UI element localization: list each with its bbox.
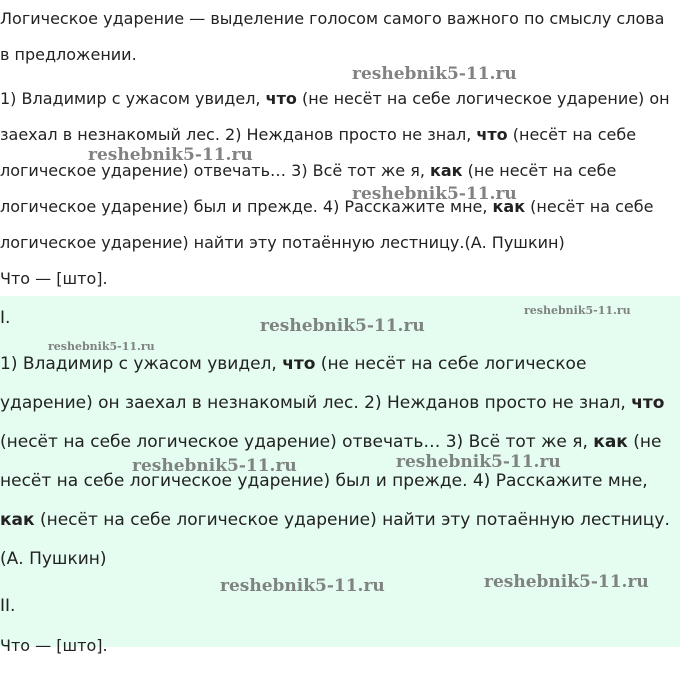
text-line — [0, 431, 661, 453]
watermark: reshebnik5-11.ru — [352, 184, 517, 204]
text-line — [0, 233, 565, 253]
text-line — [0, 392, 664, 414]
text-line — [0, 509, 670, 531]
bold-word: что — [282, 354, 316, 374]
text-segment: логическое ударение) найти эту потаённую лестницу.(А. Пушкин) — [0, 233, 565, 252]
watermark: reshebnik5-11.ru — [132, 456, 297, 476]
bold-word: что — [476, 125, 508, 144]
text-segment: I. — [0, 308, 11, 328]
watermark: reshebnik5-11.ru — [524, 304, 631, 317]
bold-word: как — [492, 197, 526, 216]
text-line — [0, 470, 648, 492]
text-segment: (не несёт на себе логическое — [315, 354, 587, 374]
text-segment: ударение) он заехал в незнакомый лес. 2) Нежданов просто не знал, — [0, 393, 632, 413]
text-segment: 1) Владимир с ужасом увидел, — [0, 89, 266, 108]
text-line — [0, 269, 108, 289]
text-line — [0, 9, 664, 29]
text-segment: Логическое ударение — выделение голосом самого важного по смыслу слова — [0, 9, 665, 28]
watermark: reshebnik5-11.ru — [484, 572, 649, 592]
text-line — [0, 595, 15, 617]
bold-word: что — [631, 393, 665, 413]
bold-word: как — [430, 161, 463, 180]
text-line — [0, 125, 636, 145]
watermark: reshebnik5-11.ru — [396, 452, 561, 472]
text-segment: (несёт на себе — [507, 125, 637, 144]
text-line — [0, 548, 107, 570]
text-line — [0, 45, 137, 65]
text-segment: заехал в незнакомый лес. 2) Нежданов просто не знал, — [0, 125, 477, 144]
bold-word: что — [265, 89, 297, 108]
text-segment: (несёт на себе логическое ударение) найти эту потаённую лестницу. — [34, 510, 670, 530]
bold-word: как — [593, 432, 628, 452]
cut-off-line — [0, 636, 200, 655]
text-segment: логическое ударение) отвечать… 3) Всё тот же я, — [0, 161, 431, 180]
text-line — [0, 307, 10, 329]
watermark: reshebnik5-11.ru — [88, 145, 253, 165]
text-segment: (несёт на себе — [525, 197, 654, 216]
watermark: reshebnik5-11.ru — [48, 340, 155, 353]
bold-word: как — [0, 510, 35, 530]
text-segment: (не несёт на себе логическое ударение) он — [296, 89, 670, 108]
text-segment: (не несёт на себе — [462, 161, 617, 180]
text-segment: логическое ударение) был и прежде. 4) Расскажите мне, — [0, 197, 493, 216]
text-segment: несёт на себе логическое ударение) был и прежде. 4) Расскажите мне, — [0, 471, 648, 491]
text-segment: Что — [што]. — [0, 269, 108, 288]
watermark: reshebnik5-11.ru — [352, 64, 517, 84]
text-segment: в предложении. — [0, 45, 137, 64]
text-segment: 1) Владимир с ужасом увидел, — [0, 354, 283, 374]
text-segment: II. — [0, 596, 16, 616]
watermark: reshebnik5-11.ru — [260, 316, 425, 336]
cut-off-text: Что — [што]. — [0, 636, 108, 655]
text-segment: (несёт на себе логическое ударение) отвечать… 3) Всё тот же я, — [0, 432, 594, 452]
text-line — [0, 353, 586, 375]
text-line — [0, 89, 670, 109]
text-line — [0, 197, 653, 217]
text-segment: (не — [627, 432, 662, 452]
watermark: reshebnik5-11.ru — [220, 576, 385, 596]
text-segment: (А. Пушкин) — [0, 549, 107, 569]
